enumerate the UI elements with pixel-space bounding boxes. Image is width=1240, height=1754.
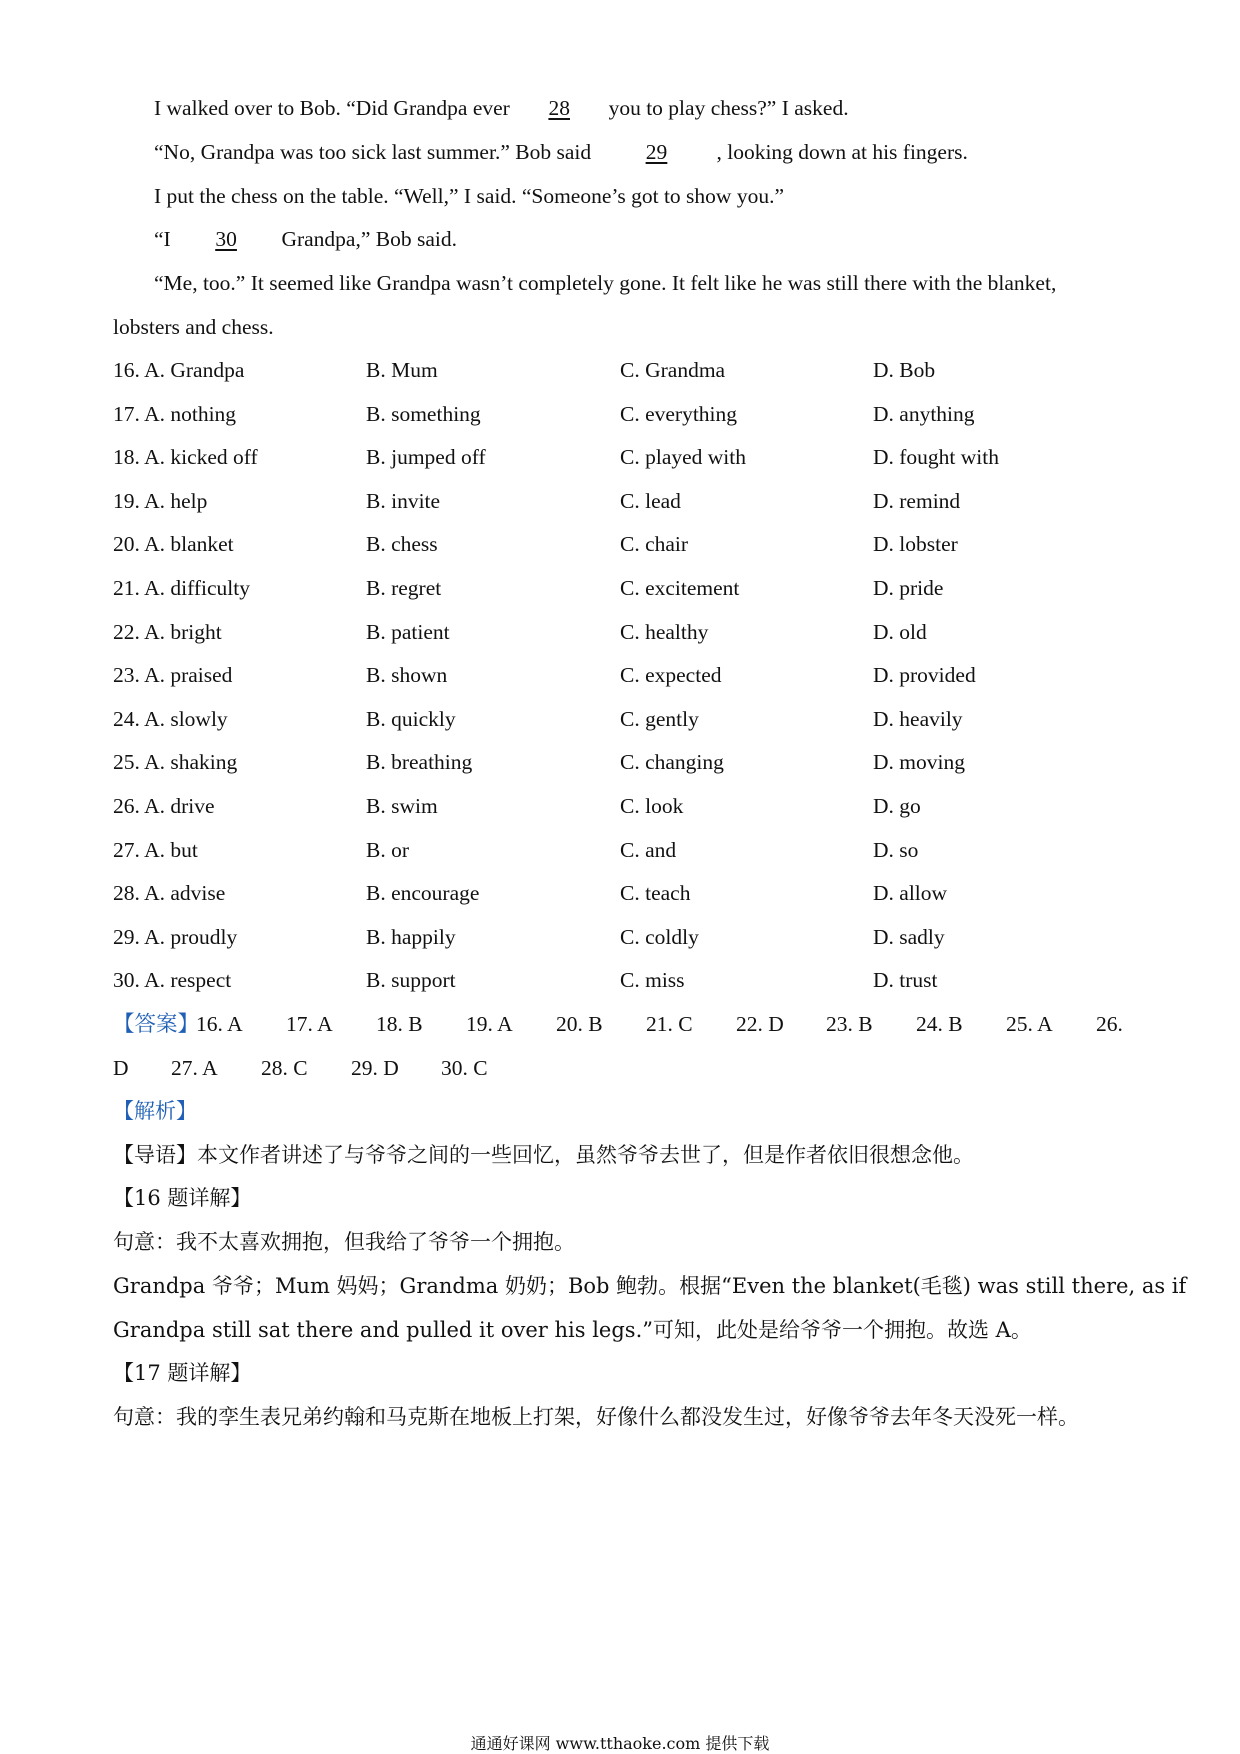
option-a: 30. A. respect [113, 968, 232, 993]
answer-item: D [113, 1056, 129, 1080]
passage-line-30 [154, 229, 457, 251]
answer-item: 29. D [351, 1056, 399, 1080]
analysis-label: 【解析】 [113, 1099, 197, 1123]
option-b: B. Mum [366, 358, 438, 382]
option-a: 26. A. drive [113, 794, 215, 818]
option-a: 22. A. bright [113, 619, 222, 644]
option-b: B. quickly [366, 706, 456, 731]
option-c: C. excitement [620, 576, 740, 600]
q17-title: 【17 题详解】 [113, 1361, 252, 1385]
option-d: D. fought with [873, 445, 1000, 470]
answer-item: 27. A [171, 1056, 218, 1080]
option-a: 29. A. proudly [113, 924, 238, 949]
answer-item: 21. C [646, 1012, 693, 1036]
option-d: D. provided [873, 663, 976, 688]
option-d: D. heavily [873, 706, 963, 731]
passage-text: I put the chess on the table. “Well,” I said. “Someone’s got to show you.” [154, 184, 784, 208]
q16-meaning: 句意：我不太喜欢拥抱，但我给了爷爷一个拥抱。 [113, 1230, 575, 1254]
q16-title: 【16 题详解】 [113, 1186, 252, 1210]
answer-item: 24. B [916, 1012, 963, 1036]
option-c: C. everything [620, 401, 738, 426]
option-d: D. Bob [873, 358, 936, 382]
blank-29: 29 [645, 140, 668, 164]
passage-text: you to play chess?” I asked. [603, 96, 849, 120]
passage-line [113, 317, 274, 339]
option-c: C. Grandma [620, 358, 726, 382]
passage-text: , looking down at his fingers. [716, 140, 968, 164]
answer-item: 19. A [466, 1012, 513, 1036]
option-d: D. moving [873, 750, 965, 775]
passage-text: I walked over to Bob. “Did Grandpa ever [154, 96, 516, 120]
answer-item: 18. B [376, 1012, 423, 1036]
option-c: C. healthy [620, 619, 709, 644]
option-b: B. invite [366, 488, 441, 513]
page-footer: 通通好课网 www.tthaoke.com 提供下载 [470, 1734, 770, 1753]
answer-item: 16. A [196, 1012, 243, 1036]
answer-item: 25. A [1006, 1012, 1053, 1036]
option-c: C. gently [620, 706, 699, 731]
passage-text: “I [154, 227, 177, 251]
passage-text: “No, Grandpa was too sick last summer.” Bob said [154, 140, 597, 164]
option-c: C. coldly [620, 924, 699, 949]
option-b: B. shown [366, 663, 448, 688]
option-d: D. go [873, 794, 921, 818]
answer-item: 17. A [286, 1012, 333, 1036]
option-b: B. swim [366, 794, 438, 818]
option-a: 19. A. help [113, 488, 208, 513]
option-a: 20. A. blanket [113, 532, 234, 557]
passage-line [154, 273, 1056, 295]
option-c: C. miss [620, 968, 685, 993]
option-c: C. chair [620, 532, 689, 557]
option-a: 16. A. Grandpa [113, 358, 245, 382]
q16-explanation-line2: Grandpa still sat there and pulled it over his legs.”可知，此处是给爷爷一个拥抱。故选 A。 [113, 1318, 1032, 1342]
option-a: 17. A. nothing [113, 401, 237, 426]
option-c: C. expected [620, 663, 722, 688]
option-b: B. breathing [366, 750, 473, 775]
option-d: D. lobster [873, 532, 958, 557]
option-b: B. something [366, 401, 481, 426]
q16-explanation-line1: Grandpa 爷爷；Mum 妈妈；Grandma 奶奶；Bob 鲍勃。根据“Even the blanket(毛毯) was still there, as if [113, 1274, 1187, 1298]
option-d: D. old [873, 619, 927, 644]
option-d: D. anything [873, 401, 975, 426]
option-b: B. encourage [366, 881, 480, 906]
option-a: 21. A. difficulty [113, 576, 250, 600]
option-a: 18. A. kicked off [113, 445, 258, 470]
option-d: D. sadly [873, 924, 945, 949]
option-b: B. patient [366, 619, 450, 644]
passage-line-29 [154, 142, 968, 164]
option-d: D. so [873, 837, 919, 862]
option-a: 28. A. advise [113, 881, 226, 906]
option-d: D. allow [873, 881, 948, 906]
blank-28: 28 [548, 96, 570, 120]
option-a: 24. A. slowly [113, 706, 228, 731]
option-c: C. changing [620, 750, 724, 775]
passage-text: “Me, too.” It seemed like Grandpa wasn’t completely gone. It felt like he was still there with the blanket, [154, 271, 1057, 295]
blank-30: 30 [215, 227, 237, 251]
option-a: 25. A. shaking [113, 750, 238, 775]
option-a: 23. A. praised [113, 663, 233, 688]
option-b: B. jumped off [366, 445, 486, 470]
q17-meaning: 句意：我的孪生表兄弟约翰和马克斯在地板上打架，好像什么都没发生过，好像爷爷去年冬天没死一样。 [113, 1405, 1079, 1429]
passage-text: lobsters and chess. [113, 315, 274, 339]
passage-line-28 [154, 98, 849, 120]
option-c: C. and [620, 837, 677, 862]
intro-text: 【导语】本文作者讲述了与爷爷之间的一些回忆，虽然爷爷去世了，但是作者依旧很想念他。 [113, 1143, 974, 1167]
answer-item: 28. C [261, 1056, 308, 1080]
answer-item: 22. D [736, 1012, 784, 1036]
option-b: B. chess [366, 532, 438, 557]
answer-item: 30. C [441, 1056, 488, 1080]
option-c: C. look [620, 794, 684, 818]
answer-label: 【答案】 [113, 1012, 200, 1036]
option-d: D. trust [873, 968, 938, 993]
passage-line [154, 186, 784, 208]
answer-item: 26. [1096, 1012, 1123, 1036]
passage-text: Grandpa,” Bob said. [276, 227, 457, 251]
option-b: B. regret [366, 576, 442, 600]
answer-item: 20. B [556, 1012, 603, 1036]
option-c: C. lead [620, 488, 681, 513]
option-c: C. teach [620, 881, 691, 906]
option-b: B. or [366, 837, 409, 862]
option-a: 27. A. but [113, 837, 198, 862]
answer-item: 23. B [826, 1012, 873, 1036]
option-d: D. remind [873, 488, 961, 513]
option-c: C. played with [620, 445, 746, 470]
option-d: D. pride [873, 576, 944, 600]
option-b: B. happily [366, 924, 456, 949]
option-b: B. support [366, 968, 456, 993]
